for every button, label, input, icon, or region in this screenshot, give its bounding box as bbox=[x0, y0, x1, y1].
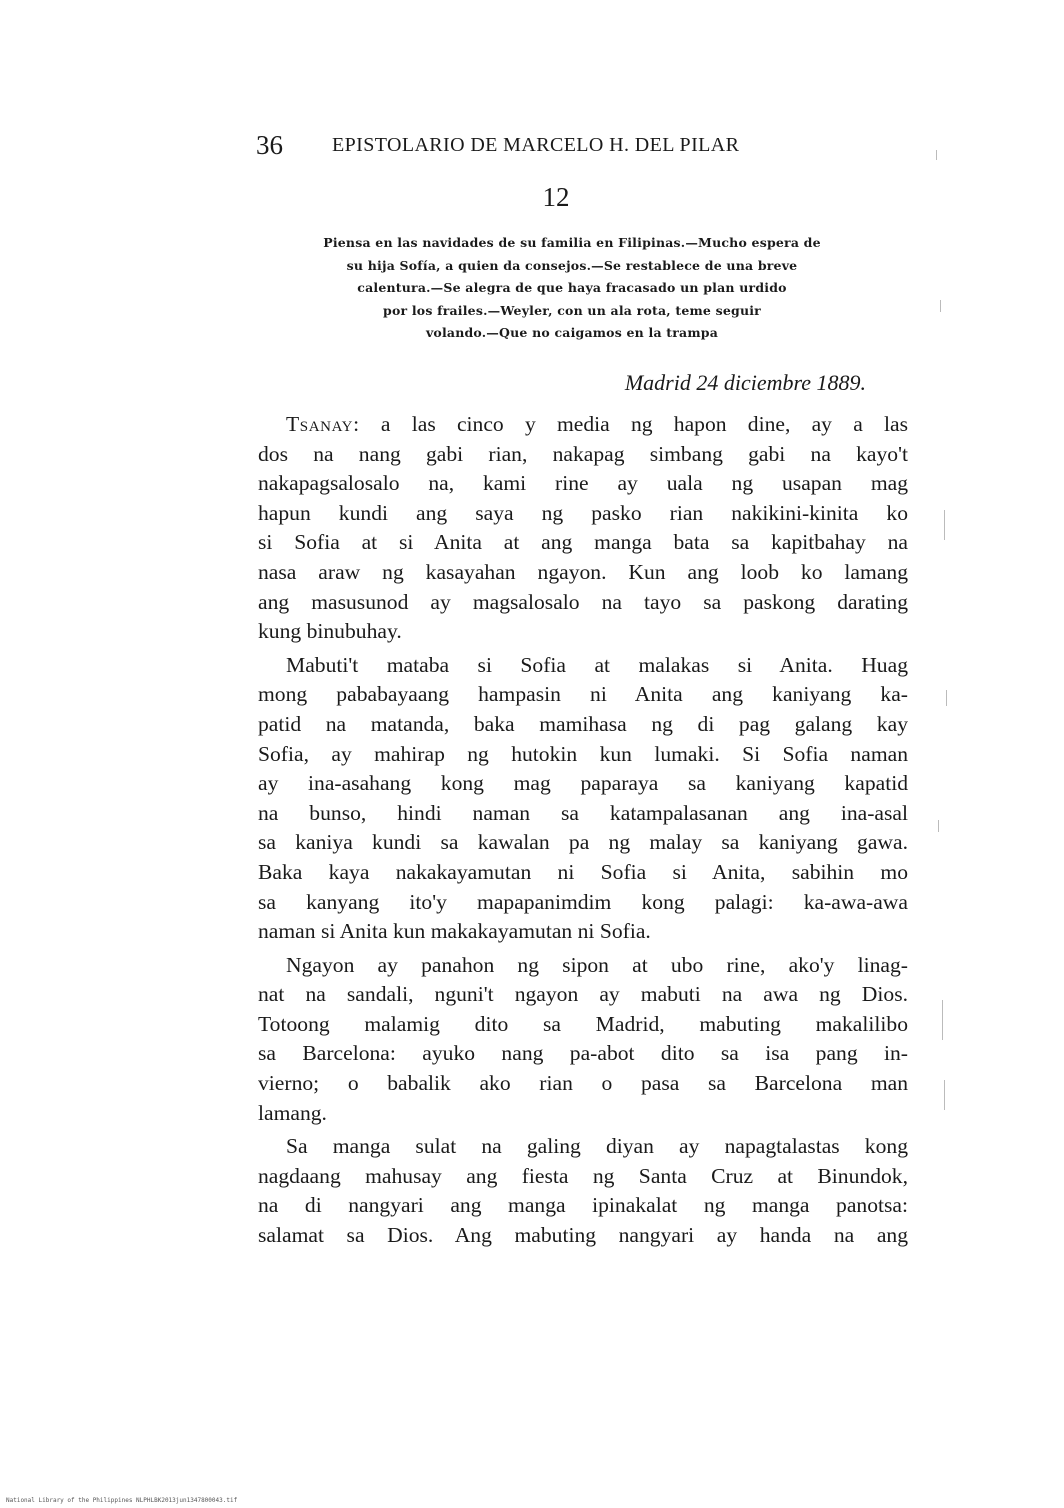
paragraph bbox=[258, 410, 908, 647]
text-line: sa Barcelona: ayuko nang pa-abot dito sa isa pang in- bbox=[258, 1041, 908, 1066]
text-line: Sa manga sulat na galing diyan ay napagtalastas kong bbox=[286, 1134, 908, 1159]
text-line: Tsanay: a las cinco y media ng hapon dine, ay a las bbox=[286, 412, 908, 436]
summary-line: calentura.—Se alegra de que haya fracasado un plan urdido bbox=[357, 280, 787, 296]
text-line: Mabuti't mataba si Sofia at malakas si Anita. Huag bbox=[286, 652, 908, 677]
text-line: vierno; o babalik ako rian o pasa sa Barcelona man bbox=[258, 1071, 908, 1096]
text-line: salamat sa Dios. Ang mabuting nangyari ay handa na ang bbox=[258, 1223, 908, 1248]
letter-number: 12 bbox=[542, 182, 570, 212]
running-header bbox=[256, 128, 816, 162]
text-line: Totoong malamig dito sa Madrid, mabuting makalilibo bbox=[258, 1011, 908, 1036]
text-line: mong pababayaang hampasin ni Anita ang kaniyang ka- bbox=[258, 682, 908, 707]
paragraph bbox=[258, 951, 908, 1129]
text-line: ang masusunod ay magsalosalo na tayo sa paskong darating bbox=[258, 589, 908, 614]
summary-line: por los frailes.—Weyler, con un ala rota, teme seguir bbox=[383, 302, 761, 318]
text-line: Sofia, ay mahirap ng hutokin kun lumaki. Si Sofia naman bbox=[258, 741, 908, 766]
text-line: ay ina-asahang kong mag paparaya sa kaniyang kapatid bbox=[258, 771, 908, 796]
text-line: Ngayon ay panahon ng sipon at ubo rine, ako'y linag- bbox=[286, 952, 908, 977]
scan-speck bbox=[946, 690, 947, 706]
text-line: kung binubuhay. bbox=[258, 619, 402, 644]
page-number: 36 bbox=[256, 130, 283, 160]
scan-speck bbox=[938, 820, 939, 832]
text-line: lamang. bbox=[258, 1100, 327, 1125]
summary-line: su hija Sofía, a quien da consejos.—Se restablece de una breve bbox=[346, 257, 798, 273]
text-line: na bunso, hindi naman sa katampalasanan ang ina-asal bbox=[258, 800, 908, 825]
text-line: sa kaniya kundi sa kawalan pa ng malay sa kaniyang gawa. bbox=[258, 830, 908, 855]
scan-speck bbox=[944, 1080, 945, 1110]
scan-speck bbox=[940, 300, 941, 312]
scan-speck bbox=[936, 150, 937, 160]
scan-source-note: National Library of the Philippines NLPHLBK2013jun1347800043.tif bbox=[6, 1497, 238, 1504]
text-line: si Sofia at si Anita at ang manga bata sa kapitbahay na bbox=[258, 530, 908, 555]
text-line: naman si Anita kun makakayamutan ni Sofia. bbox=[258, 919, 651, 944]
text-line: nasa araw ng kasayahan ngayon. Kun ang loob ko lamang bbox=[258, 559, 908, 584]
text-line: nat na sandali, nguni't ngayon ay mabuti na awa ng Dios. bbox=[258, 982, 908, 1007]
text-line: nagdaang mahusay ang fiesta ng Santa Cruz at Binundok, bbox=[258, 1163, 908, 1188]
scan-speck bbox=[944, 510, 945, 540]
letter-body bbox=[258, 410, 908, 1251]
letter-summary bbox=[244, 232, 900, 345]
scan-speck bbox=[942, 1000, 943, 1040]
text-line: hapun kundi ang saya ng pasko rian nakikini-kinita ko bbox=[258, 500, 908, 525]
text-line: patid na matanda, baka mamihasa ng di pag galang kay bbox=[258, 711, 908, 736]
text-line: dos na nang gabi rian, nakapag simbang gabi na kayo't bbox=[258, 441, 908, 466]
summary-line: Piensa en las navidades de su familia en Filipinas.—Mucho espera de bbox=[323, 235, 821, 250]
text-line: nakapagsalosalo na, kami rine ay uala ng usapan mag bbox=[258, 471, 908, 496]
running-title: EPISTOLARIO DE MARCELO H. DEL PILAR bbox=[332, 134, 740, 156]
paragraph bbox=[258, 1132, 908, 1250]
summary-line: volando.—Que no caigamos en la trampa bbox=[425, 325, 719, 341]
text-line: na di nangyari ang manga ipinakalat ng manga panotsa: bbox=[258, 1193, 908, 1218]
text-line: sa kanyang ito'y mapapanimdim kong palagi: ka-awa-awa bbox=[258, 889, 908, 914]
text-line: Baka kaya nakakayamutan ni Sofia si Anita, sabihin mo bbox=[258, 859, 908, 884]
salutation: Tsanay: bbox=[286, 412, 360, 436]
dateline: Madrid 24 diciembre 1889. bbox=[624, 370, 866, 395]
paragraph bbox=[258, 651, 908, 947]
